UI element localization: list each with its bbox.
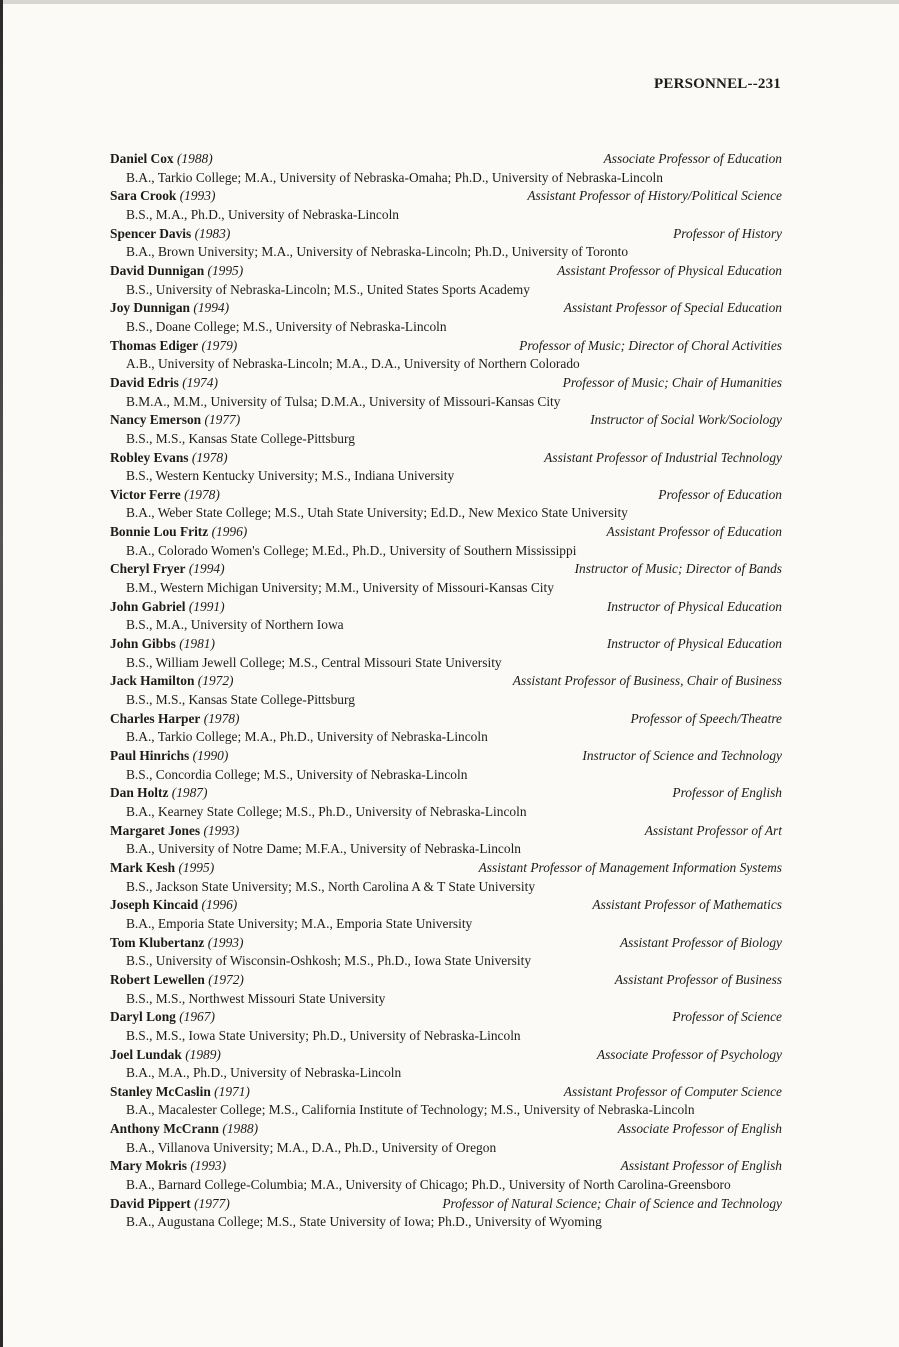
faculty-entry-header	[110, 1157, 782, 1176]
faculty-degrees: B.S., M.A., University of Northern Iowa	[126, 617, 344, 633]
faculty-entry	[110, 411, 782, 448]
faculty-year: (1978)	[203, 710, 240, 726]
faculty-entry-header	[110, 710, 782, 729]
faculty-entry	[110, 486, 782, 523]
faculty-degrees: B.S., M.S., Kansas State College-Pittsburg	[126, 430, 355, 446]
faculty-entry	[110, 150, 782, 187]
faculty-degrees: B.A., University of Notre Dame; M.F.A., University of Nebraska-Lincoln	[126, 841, 521, 857]
faculty-name: Joseph Kincaid	[110, 897, 199, 913]
faculty-entry	[110, 672, 782, 709]
faculty-year: (1995)	[178, 859, 215, 875]
faculty-name-line	[110, 598, 225, 617]
faculty-title: Assistant Professor of Art	[644, 822, 782, 838]
faculty-year: (1974)	[182, 374, 218, 390]
faculty-entry	[110, 337, 782, 374]
faculty-title: Professor of History	[673, 225, 782, 241]
faculty-name: Spencer Davis	[110, 225, 192, 241]
faculty-name: Bonnie Lou Fritz	[110, 524, 209, 540]
faculty-entry	[110, 822, 782, 859]
faculty-title: Instructor of Social Work/Sociology	[590, 412, 782, 428]
faculty-name: Daryl Long	[110, 1009, 176, 1025]
faculty-name-line	[110, 560, 225, 579]
faculty-name-line	[110, 822, 239, 841]
faculty-entry-header	[110, 635, 782, 654]
faculty-entry-header	[110, 523, 782, 542]
faculty-name: Stanley McCaslin	[110, 1083, 211, 1099]
faculty-name-line	[110, 1157, 226, 1176]
faculty-name: David Edris	[110, 374, 179, 390]
faculty-degrees: B.A., Tarkio College; M.A., University of Nebraska-Omaha; Ph.D., University of Nebraska-Lincoln	[126, 169, 663, 185]
faculty-entry-header	[110, 1120, 782, 1139]
faculty-entry	[110, 1083, 782, 1120]
faculty-name: Charles Harper	[110, 710, 201, 726]
faculty-name-line	[110, 225, 230, 244]
faculty-entry-header	[110, 262, 782, 281]
faculty-entry-header	[110, 1083, 782, 1102]
faculty-name: Daniel Cox	[110, 151, 174, 166]
faculty-name-line	[110, 374, 218, 393]
faculty-year: (1993)	[207, 934, 244, 950]
faculty-title: Instructor of Physical Education	[606, 636, 782, 652]
faculty-directory	[110, 150, 782, 1232]
faculty-name-line	[110, 710, 239, 729]
faculty-degrees: B.A., Tarkio College; M.A., Ph.D., University of Nebraska-Lincoln	[126, 729, 488, 745]
faculty-name: Robley Evans	[110, 449, 189, 465]
faculty-degrees: B.M., Western Michigan University; M.M., University of Missouri-Kansas City	[126, 580, 554, 596]
faculty-entry	[110, 262, 782, 299]
faculty-entry-header	[110, 934, 782, 953]
faculty-entry	[110, 710, 782, 747]
faculty-degrees: B.A., Barnard College-Columbia; M.A., University of Chicago; Ph.D., University of North Carolina-Greensboro	[126, 1177, 731, 1193]
faculty-name-line	[110, 523, 247, 542]
faculty-title: Professor of Natural Science; Chair of Science and Technology	[442, 1195, 782, 1211]
faculty-name: Sara Crook	[110, 188, 177, 204]
faculty-entry-header	[110, 1046, 782, 1065]
faculty-name: Victor Ferre	[110, 486, 181, 502]
faculty-name-line	[110, 299, 229, 318]
faculty-title: Assistant Professor of History/Political Science	[527, 188, 782, 204]
faculty-year: (1971)	[214, 1083, 250, 1099]
faculty-year: (1989)	[185, 1046, 221, 1062]
faculty-entry-header	[110, 150, 782, 169]
faculty-title: Instructor of Physical Education	[606, 598, 782, 614]
faculty-year: (1978)	[184, 486, 220, 502]
faculty-degrees: B.A., Weber State College; M.S., Utah State University; Ed.D., New Mexico State University	[126, 505, 628, 521]
faculty-name: Paul Hinrichs	[110, 748, 190, 763]
faculty-degrees: B.S., M.S., Iowa State University; Ph.D., University of Nebraska-Lincoln	[126, 1027, 521, 1043]
faculty-degrees: B.S., University of Wisconsin-Oshkosh; M.S., Ph.D., Iowa State University	[126, 953, 532, 969]
faculty-degrees: A.B., University of Nebraska-Lincoln; M.A., D.A., University of Northern Colorado	[126, 356, 580, 372]
faculty-name-line	[110, 1046, 221, 1065]
faculty-degrees: B.M.A., M.M., University of Tulsa; D.M.A., University of Missouri-Kansas City	[126, 393, 561, 409]
faculty-entry-header	[110, 1195, 782, 1214]
faculty-year: (1995)	[207, 262, 244, 278]
faculty-degrees: B.S., M.S., Kansas State College-Pittsburg	[126, 692, 355, 708]
running-head: PERSONNEL--231	[654, 76, 781, 92]
faculty-title: Assistant Professor of Business, Chair of Business	[512, 673, 782, 689]
faculty-year: (1972)	[208, 971, 244, 987]
faculty-name: Mary Mokris	[110, 1158, 187, 1174]
faculty-title: Professor of Music; Director of Choral Activities	[519, 337, 782, 353]
faculty-degrees: B.S., M.S., Northwest Missouri State University	[126, 990, 386, 1006]
faculty-title: Assistant Professor of Education	[606, 524, 782, 540]
faculty-degrees: B.A., Macalester College; M.S., California Institute of Technology; M.S., University of Nebraska-Lincoln	[126, 1102, 695, 1118]
faculty-entry-header	[110, 187, 782, 206]
faculty-entry	[110, 598, 782, 635]
faculty-entry-header	[110, 822, 782, 841]
faculty-degrees: B.A., Villanova University; M.A., D.A., Ph.D., University of Oregon	[126, 1139, 497, 1155]
page-top-edge	[0, 0, 899, 4]
faculty-title: Associate Professor of Education	[603, 151, 782, 166]
faculty-entry	[110, 560, 782, 597]
faculty-entry	[110, 1008, 782, 1045]
faculty-name-line	[110, 859, 214, 878]
faculty-name: Joel Lundak	[110, 1046, 182, 1062]
faculty-entry-header	[110, 971, 782, 990]
faculty-name-line	[110, 1120, 258, 1139]
faculty-name: David Dunnigan	[110, 262, 205, 278]
faculty-year: (1993)	[190, 1158, 227, 1174]
faculty-title: Professor of English	[672, 785, 782, 801]
faculty-title: Assistant Professor of Computer Science	[563, 1083, 782, 1099]
faculty-year: (1967)	[179, 1009, 215, 1025]
faculty-name-line	[110, 672, 234, 691]
faculty-year: (1996)	[211, 524, 248, 540]
faculty-year: (1991)	[188, 598, 225, 614]
faculty-title: Assistant Professor of Biology	[619, 934, 782, 950]
faculty-degrees: B.S., William Jewell College; M.S., Central Missouri State University	[126, 654, 502, 670]
faculty-name: Tom Klubertanz	[110, 934, 205, 950]
faculty-name-line	[110, 187, 215, 206]
faculty-degrees: B.S., University of Nebraska-Lincoln; M.S., United States Sports Academy	[126, 281, 530, 297]
faculty-entry-header	[110, 598, 782, 617]
faculty-year: (1988)	[176, 151, 213, 166]
faculty-degrees: B.S., Concordia College; M.S., University of Nebraska-Lincoln	[126, 766, 468, 782]
faculty-name-line	[110, 486, 220, 505]
faculty-name-line	[110, 784, 207, 803]
faculty-year: (1972)	[197, 673, 234, 689]
faculty-entry	[110, 449, 782, 486]
faculty-name: Nancy Emerson	[110, 412, 202, 428]
faculty-name-line	[110, 896, 237, 915]
faculty-entry-header	[110, 896, 782, 915]
faculty-degrees: B.A., Augustana College; M.S., State University of Iowa; Ph.D., University of Wyoming	[126, 1214, 602, 1230]
faculty-name-line	[110, 971, 244, 990]
faculty-degrees: B.A., Emporia State University; M.A., Emporia State University	[126, 915, 473, 931]
binding-spine	[0, 0, 3, 1347]
faculty-year: (1978)	[191, 449, 228, 465]
faculty-name: Anthony McCrann	[110, 1121, 219, 1137]
faculty-name: Robert Lewellen	[110, 971, 205, 987]
faculty-title: Assistant Professor of Physical Education	[557, 262, 782, 278]
faculty-name-line	[110, 934, 243, 953]
faculty-name: John Gabriel	[110, 598, 186, 614]
faculty-entry-header	[110, 374, 782, 393]
faculty-entry-header	[110, 672, 782, 691]
faculty-entry-header	[110, 747, 782, 766]
faculty-title: Assistant Professor of Special Education	[563, 300, 782, 316]
faculty-name-line	[110, 337, 237, 356]
faculty-entry-header	[110, 1008, 782, 1027]
faculty-entry	[110, 747, 782, 784]
faculty-entry	[110, 971, 782, 1008]
faculty-name-line	[110, 1083, 250, 1102]
faculty-degrees: B.A., Colorado Women's College; M.Ed., Ph.D., University of Southern Mississippi	[126, 542, 577, 558]
faculty-year: (1993)	[203, 822, 240, 838]
faculty-name: Thomas Ediger	[110, 337, 199, 353]
faculty-entry	[110, 1157, 782, 1194]
faculty-entry-header	[110, 411, 782, 430]
faculty-degrees: B.S., Doane College; M.S., University of Nebraska-Lincoln	[126, 318, 447, 334]
faculty-name-line	[110, 747, 228, 766]
faculty-entry	[110, 225, 782, 262]
faculty-name-line	[110, 411, 240, 430]
faculty-entry	[110, 374, 782, 411]
faculty-entry-header	[110, 784, 782, 803]
faculty-entry	[110, 896, 782, 933]
faculty-title: Assistant Professor of Mathematics	[592, 897, 782, 913]
faculty-year: (1979)	[201, 337, 238, 353]
faculty-name-line	[110, 1195, 230, 1214]
faculty-title: Assistant Professor of Business	[614, 971, 782, 987]
faculty-title: Associate Professor of Psychology	[596, 1046, 782, 1062]
faculty-entry	[110, 1120, 782, 1157]
faculty-degrees: B.S., Jackson State University; M.S., North Carolina A & T State University	[126, 878, 536, 894]
faculty-name-line	[110, 262, 243, 281]
faculty-name: Mark Kesh	[110, 859, 176, 875]
faculty-entry	[110, 187, 782, 224]
faculty-year: (1994)	[193, 300, 230, 316]
faculty-name: Cheryl Fryer	[110, 561, 186, 577]
faculty-entry	[110, 784, 782, 821]
faculty-name-line	[110, 1008, 215, 1027]
faculty-title: Professor of Education	[658, 486, 782, 502]
faculty-title: Assistant Professor of Industrial Technology	[544, 449, 782, 465]
faculty-name: Jack Hamilton	[110, 673, 195, 689]
faculty-entry	[110, 859, 782, 896]
faculty-entry-header	[110, 486, 782, 505]
faculty-title: Instructor of Music; Director of Bands	[574, 561, 782, 577]
faculty-title: Assistant Professor of Management Information Systems	[478, 859, 782, 875]
faculty-year: (1983)	[194, 225, 231, 241]
faculty-entry-header	[110, 337, 782, 356]
faculty-title: Professor of Science	[672, 1009, 782, 1025]
faculty-year: (1996)	[201, 897, 238, 913]
faculty-year: (1977)	[194, 1195, 230, 1211]
faculty-degrees: B.S., Western Kentucky University; M.S., Indiana University	[126, 468, 455, 484]
faculty-name: Dan Holtz	[110, 785, 169, 801]
faculty-name-line	[110, 449, 228, 468]
faculty-name: David Pippert	[110, 1195, 191, 1211]
faculty-entry	[110, 635, 782, 672]
faculty-entry-header	[110, 859, 782, 878]
faculty-year: (1990)	[192, 748, 229, 763]
faculty-name: John Gibbs	[110, 636, 176, 652]
faculty-title: Instructor of Science and Technology	[582, 748, 782, 763]
faculty-entry-header	[110, 299, 782, 318]
faculty-title: Assistant Professor of English	[620, 1158, 782, 1174]
faculty-entry	[110, 1046, 782, 1083]
faculty-degrees: B.A., Brown University; M.A., University of Nebraska-Lincoln; Ph.D., University of Toronto	[126, 244, 629, 260]
faculty-entry-header	[110, 560, 782, 579]
faculty-entry	[110, 934, 782, 971]
faculty-year: (1987)	[171, 785, 208, 801]
faculty-entry-header	[110, 225, 782, 244]
faculty-entry	[110, 523, 782, 560]
faculty-year: (1994)	[188, 561, 225, 577]
faculty-year: (1977)	[204, 412, 241, 428]
faculty-entry	[110, 299, 782, 336]
faculty-degrees: B.A., M.A., Ph.D., University of Nebraska-Lincoln	[126, 1065, 402, 1081]
faculty-name-line	[110, 150, 213, 169]
faculty-title: Professor of Speech/Theatre	[630, 710, 782, 726]
faculty-entry-header	[110, 449, 782, 468]
faculty-name: Margaret Jones	[110, 822, 201, 838]
faculty-title: Professor of Music; Chair of Humanities	[562, 374, 782, 390]
faculty-year: (1981)	[179, 636, 215, 652]
faculty-year: (1988)	[222, 1121, 259, 1137]
faculty-title: Associate Professor of English	[617, 1121, 782, 1137]
faculty-entry	[110, 1195, 782, 1232]
faculty-degrees: B.A., Kearney State College; M.S., Ph.D., University of Nebraska-Lincoln	[126, 803, 527, 819]
faculty-name-line	[110, 635, 215, 654]
faculty-degrees: B.S., M.A., Ph.D., University of Nebraska-Lincoln	[126, 206, 399, 222]
faculty-name: Joy Dunnigan	[110, 300, 191, 316]
faculty-year: (1993)	[179, 188, 216, 204]
